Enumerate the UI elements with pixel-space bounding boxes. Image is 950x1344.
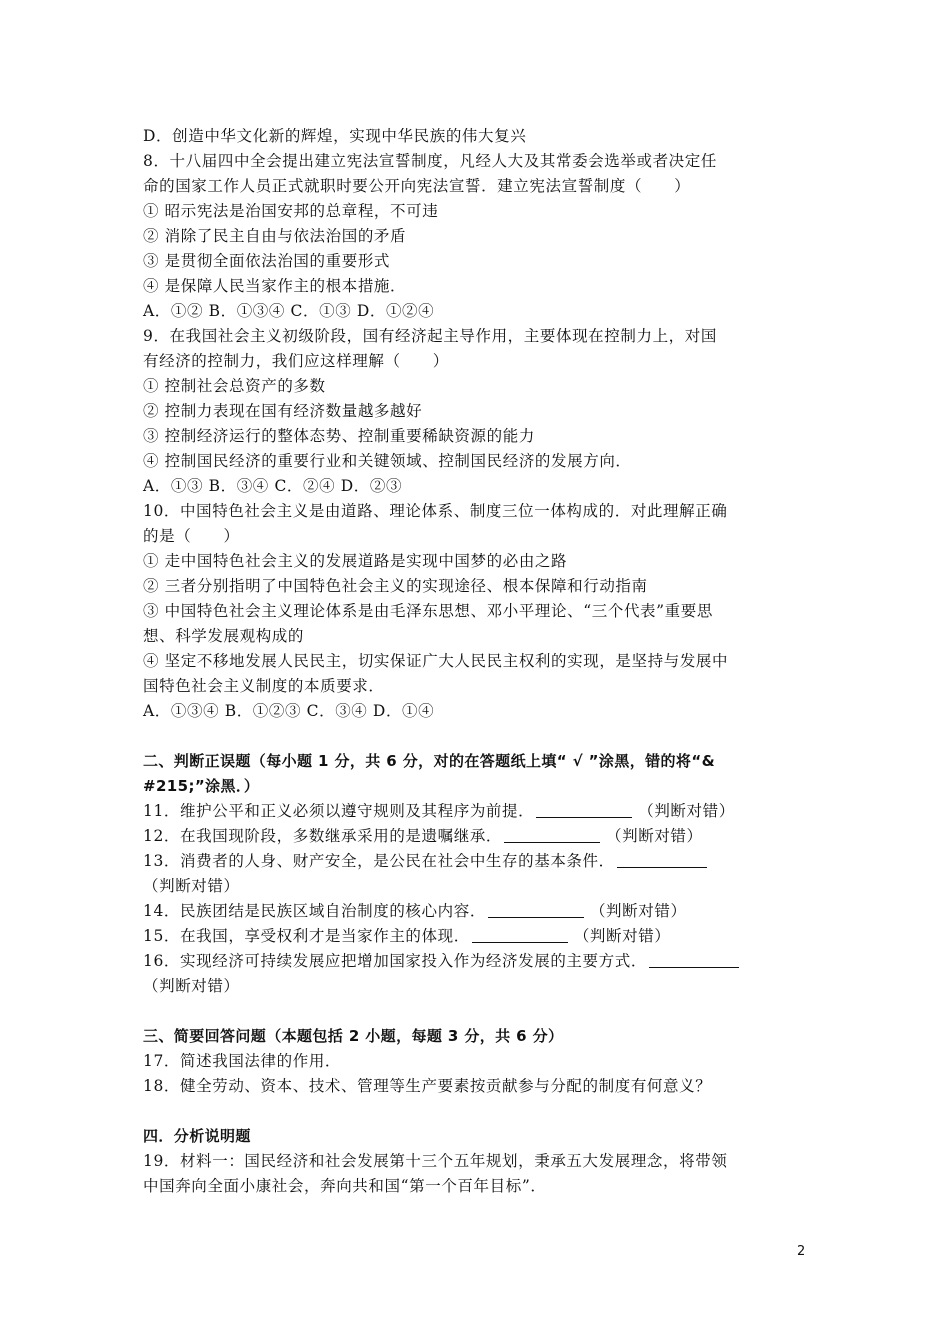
q8-item-1: ① 昭示宪法是治国安邦的总章程，不可违 [143, 202, 439, 220]
question-10-line-2: 的是（ ） [143, 527, 240, 545]
q11-judge-label: （判断对错） [638, 802, 735, 820]
question-12 [143, 824, 813, 849]
q14-text: 14．民族团结是民族区域自治制度的核心内容． [143, 902, 486, 920]
option-d-line: D．创造中华文化新的辉煌，实现中华民族的伟大复兴 [143, 127, 527, 145]
q15-text: 15．在我国，享受权利才是当家作主的体现． [143, 927, 470, 945]
question-13 [143, 849, 813, 874]
q9-item-2: ② 控制力表现在国有经济数量越多越好 [143, 402, 423, 420]
spacer [143, 724, 813, 749]
q13-text: 13．消费者的人身、财产安全，是公民在社会中生存的基本条件． [143, 852, 615, 870]
q16-text: 16．实现经济可持续发展应把增加国家投入作为经济发展的主要方式． [143, 952, 647, 970]
question-19-line-1: 19．材料一：国民经济和社会发展第十三个五年规划，秉承五大发展理念，将带领 [143, 1152, 728, 1170]
page-number: 2 [797, 1244, 806, 1259]
q9-options: A．①③ B．③④ C．②④ D．②③ [143, 477, 403, 495]
question-14 [143, 899, 813, 924]
q15-judge-label: （判断对错） [573, 927, 671, 945]
q10-item-3-line-1: ③ 中国特色社会主义理论体系是由毛泽东思想、邓小平理论、“三个代表”重要思 [143, 602, 713, 620]
question-18: 18．健全劳动、资本、技术、管理等生产要素按贡献参与分配的制度有何意义？ [143, 1077, 712, 1095]
question-9-line-1: 9．在我国社会主义初级阶段，国有经济起主导作用，主要体现在控制力上，对国 [143, 327, 717, 345]
question-8-line-2: 命的国家工作人员正式就职时要公开向宪法宣誓．建立宪法宣誓制度（ ） [143, 177, 691, 195]
page-content [143, 124, 813, 1199]
q13-judge-label: （判断对错） [143, 877, 240, 895]
question-9-line-2: 有经济的控制力，我们应这样理解（ ） [143, 352, 449, 370]
section-3-heading: 三、简要回答问题（本题包括 2 小题，每题 3 分，共 6 分） [143, 1027, 564, 1045]
q9-item-4: ④ 控制国民经济的重要行业和关键领域、控制国民经济的发展方向． [143, 452, 632, 470]
q10-item-1: ① 走中国特色社会主义的发展道路是实现中国梦的必由之路 [143, 552, 568, 570]
q16-answer-blank[interactable] [649, 951, 739, 968]
q15-answer-blank[interactable] [472, 926, 568, 943]
q14-judge-label: （判断对错） [589, 902, 687, 920]
question-11 [143, 799, 813, 824]
question-16 [143, 949, 813, 974]
question-15 [143, 924, 813, 949]
q12-judge-label: （判断对错） [606, 827, 703, 845]
q13-answer-blank[interactable] [617, 851, 707, 868]
q11-answer-blank[interactable] [536, 801, 632, 818]
q16-judge-label: （判断对错） [143, 977, 240, 995]
q8-item-4: ④ 是保障人民当家作主的根本措施． [143, 277, 407, 295]
section-2-heading-line-1: 二、判断正误题（每小题 1 分，共 6 分，对的在答题纸上填“ √ ”涂黑，错的将“& [143, 752, 716, 770]
q10-item-4-line-2: 国特色社会主义制度的本质要求． [143, 677, 385, 695]
q12-text: 12．在我国现阶段，多数继承采用的是遗嘱继承． [143, 827, 503, 845]
section-4-heading: 四．分析说明题 [143, 1127, 251, 1145]
question-17: 17．简述我国法律的作用． [143, 1052, 342, 1070]
spacer [143, 1099, 813, 1124]
spacer [143, 999, 813, 1024]
q8-options: A．①② B．①③④ C．①③ D．①②④ [143, 302, 435, 320]
q14-answer-blank[interactable] [488, 901, 584, 918]
section-2-heading-line-2: #215;”涂黑．） [143, 777, 260, 795]
q10-item-2: ② 三者分别指明了中国特色社会主义的实现途径、根本保障和行动指南 [143, 577, 648, 595]
question-10-line-1: 10．中国特色社会主义是由道路、理论体系、制度三位一体构成的．对此理解正确 [143, 502, 728, 520]
q9-item-1: ① 控制社会总资产的多数 [143, 377, 326, 395]
q9-item-3: ③ 控制经济运行的整体态势、控制重要稀缺资源的能力 [143, 427, 535, 445]
question-8-line-1: 8．十八届四中全会提出建立宪法宣誓制度，凡经人大及其常委会选举或者决定任 [143, 152, 717, 170]
q8-item-2: ② 消除了民主自由与依法治国的矛盾 [143, 227, 407, 245]
q11-text: 11．维护公平和正义必须以遵守规则及其程序为前提． [143, 802, 535, 820]
question-19-line-2: 中国奔向全面小康社会，奔向共和国“第一个百年目标”． [143, 1177, 547, 1195]
q10-options: A．①③④ B．①②③ C．③④ D．①④ [143, 702, 435, 720]
q8-item-3: ③ 是贯彻全面依法治国的重要形式 [143, 252, 391, 270]
q10-item-3-line-2: 想、科学发展观构成的 [143, 627, 305, 645]
q12-answer-blank[interactable] [504, 826, 600, 843]
q10-item-4-line-1: ④ 坚定不移地发展人民民主，切实保证广大人民民主权利的实现，是坚持与发展中 [143, 652, 729, 670]
